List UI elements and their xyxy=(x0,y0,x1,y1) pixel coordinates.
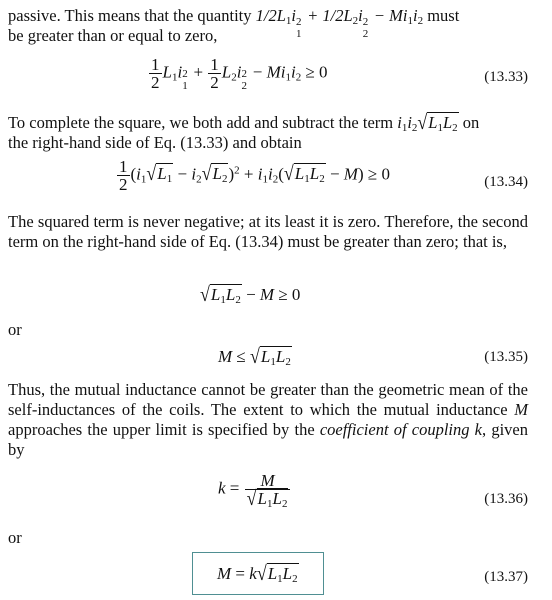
equation-13-34: $\frac{1}{2}$ $(i1√L1 - i2√L2)^2 + i1i2(√L1L2 - M) \ge 0$ xyxy=(119,157,390,194)
para2-text-a: To complete the square, we both add and subtract the term xyxy=(8,113,394,132)
or-label-1: or xyxy=(8,320,22,339)
paragraph-4 xyxy=(8,380,528,460)
para2-text-b: on xyxy=(462,113,480,132)
equation-number-13-37: (13.37) xyxy=(484,569,528,585)
para4-text-c: , given by xyxy=(8,420,528,459)
para1-mid: must xyxy=(427,6,460,25)
para4-var-m: M xyxy=(514,400,529,419)
para1-prefix: passive. This means that the quantity xyxy=(8,6,252,25)
inline-energy-expression: 1/2L1i 2 1 + 1/2L2i 2 2 − Mi1i2 xyxy=(255,6,424,40)
equation-13-33: $\frac{1}{2}$ L1i 2 1 + $\frac{1}{2}$ L2i 2 2 − Mi1i2 ≥ 0 xyxy=(151,55,328,93)
equation-number-13-36: (13.36) xyxy=(484,491,528,507)
para4-coeff: coefficient of coupling k xyxy=(319,420,483,439)
paragraph-2 xyxy=(8,112,528,153)
paragraph-1 xyxy=(8,6,528,46)
or-label-2: or xyxy=(8,528,22,547)
para4-text-b: approaches the upper limit is specified by the xyxy=(8,420,315,439)
para1-line2: be greater than or equal to zero, xyxy=(8,26,218,45)
para2-text-c: the right-hand side of Eq. (13.33) and obtain xyxy=(8,133,302,152)
equation-unnumbered: √L1L2 − M ≥ 0 xyxy=(200,282,301,306)
equation-13-36: k = $\frac{M}{√L1L2}$ xyxy=(218,472,291,507)
equation-number-13-34: (13.34) xyxy=(484,174,528,190)
paragraph-3: The squared term is never negative; at its least it is zero. Therefore, the second term on the right-hand side of Eq. (13.34) must be greater than zero; that is, xyxy=(8,212,528,251)
inline-term-i1i2-sqrt: i1i2√L1L2 xyxy=(397,110,458,134)
equation-13-35: M ≤ √L1L2 xyxy=(218,344,291,368)
equation-13-37-box: M = k√L1L2 xyxy=(192,552,324,595)
para4-text-a: Thus, the mutual inductance cannot be greater than the geometric mean of the self-inductances of the coils. The extent to which the mutual inductance xyxy=(8,380,528,419)
equation-number-13-33: (13.33) xyxy=(484,69,528,85)
equation-number-13-35: (13.35) xyxy=(484,349,528,365)
